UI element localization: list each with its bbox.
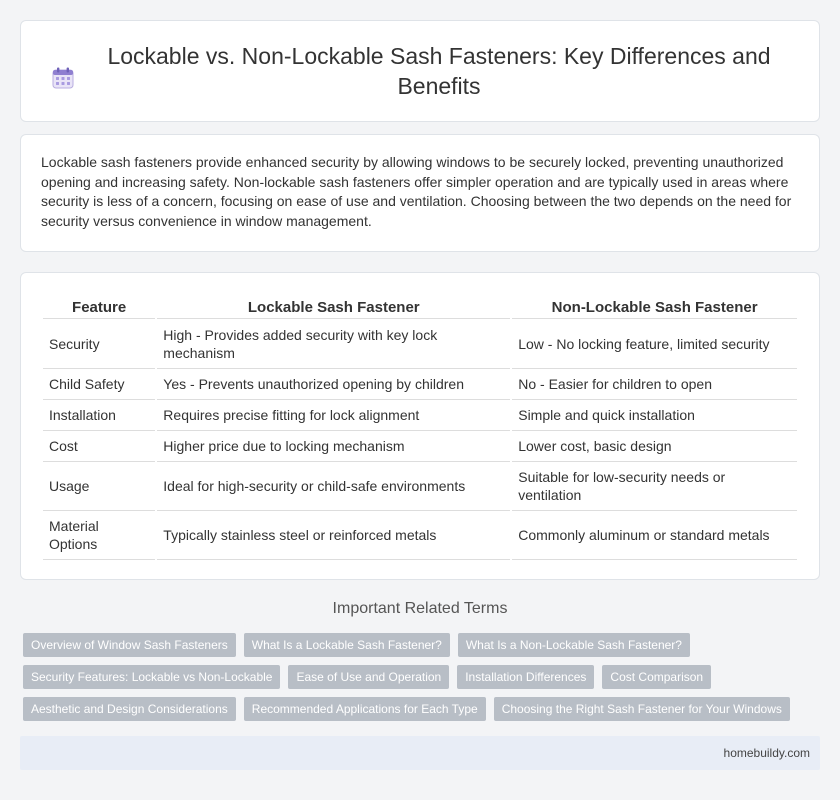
row-feature: Child Safety xyxy=(43,369,155,400)
table-row xyxy=(43,431,797,462)
row-non-lockable: Lower cost, basic design xyxy=(512,431,797,462)
tag-row xyxy=(23,633,823,657)
related-tag[interactable]: Cost Comparison xyxy=(602,665,711,689)
row-lockable: High - Provides added security with key lock mechanism xyxy=(157,319,510,369)
row-non-lockable: Suitable for low-security needs or ventilation xyxy=(512,462,797,511)
related-tag[interactable]: Aesthetic and Design Considerations xyxy=(23,697,236,721)
title-card xyxy=(20,20,820,122)
calendar-icon xyxy=(51,66,75,90)
related-terms-tags xyxy=(23,633,823,729)
row-feature: Installation xyxy=(43,400,155,431)
row-feature: Material Options xyxy=(43,511,155,560)
row-feature: Cost xyxy=(43,431,155,462)
related-tag[interactable]: Security Features: Lockable vs Non-Lockable xyxy=(23,665,280,689)
related-terms-title: Important Related Terms xyxy=(332,600,508,617)
intro-card xyxy=(20,134,820,252)
row-feature: Usage xyxy=(43,462,155,511)
related-tag[interactable]: What Is a Non-Lockable Sash Fastener? xyxy=(458,633,690,657)
related-tag[interactable]: Choosing the Right Sash Fastener for Your Windows xyxy=(494,697,790,721)
comparison-table xyxy=(41,295,799,560)
row-lockable: Ideal for high-security or child-safe environments xyxy=(157,462,510,511)
related-tag[interactable]: Installation Differences xyxy=(457,665,594,689)
row-lockable: Requires precise fitting for lock alignment xyxy=(157,400,510,431)
header-lockable: Lockable Sash Fastener xyxy=(157,295,510,319)
footer xyxy=(20,736,820,770)
row-feature: Security xyxy=(43,319,155,369)
row-non-lockable: Commonly aluminum or standard metals xyxy=(512,511,797,560)
header-feature: Feature xyxy=(43,295,155,319)
row-non-lockable: No - Easier for children to open xyxy=(512,369,797,400)
tag-row xyxy=(23,697,823,721)
table-row xyxy=(43,319,797,369)
footer-site-link[interactable]: homebuildy.com xyxy=(723,746,810,760)
table-row xyxy=(43,511,797,560)
table-header-row xyxy=(43,295,797,319)
table-row xyxy=(43,462,797,511)
row-lockable: Yes - Prevents unauthorized opening by children xyxy=(157,369,510,400)
related-tag[interactable]: What Is a Lockable Sash Fastener? xyxy=(244,633,450,657)
title-wrap xyxy=(50,41,790,101)
table-row xyxy=(43,369,797,400)
header-non-lockable: Non-Lockable Sash Fastener xyxy=(512,295,797,319)
comparison-card xyxy=(20,272,820,580)
row-non-lockable: Low - No locking feature, limited security xyxy=(512,319,797,369)
row-non-lockable: Simple and quick installation xyxy=(512,400,797,431)
table-row xyxy=(43,400,797,431)
row-lockable: Typically stainless steel or reinforced metals xyxy=(157,511,510,560)
page-title: Lockable vs. Non-Lockable Sash Fasteners: Key Differences and Benefits xyxy=(107,43,771,99)
row-lockable: Higher price due to locking mechanism xyxy=(157,431,510,462)
related-tag[interactable]: Recommended Applications for Each Type xyxy=(244,697,486,721)
related-tag[interactable]: Ease of Use and Operation xyxy=(288,665,449,689)
intro-text: Lockable sash fasteners provide enhanced security by allowing windows to be securely locked, preventing unauthorized opening and increasing safety. Non-lockable sash fasteners offer simpler operation and are typically used in areas where security is less of a concern, focusing on ease of use and ventilation. Choosing between the two depends on the need for security versus convenience in window management. xyxy=(41,154,792,229)
tag-row xyxy=(23,665,823,689)
related-tag[interactable]: Overview of Window Sash Fasteners xyxy=(23,633,236,657)
